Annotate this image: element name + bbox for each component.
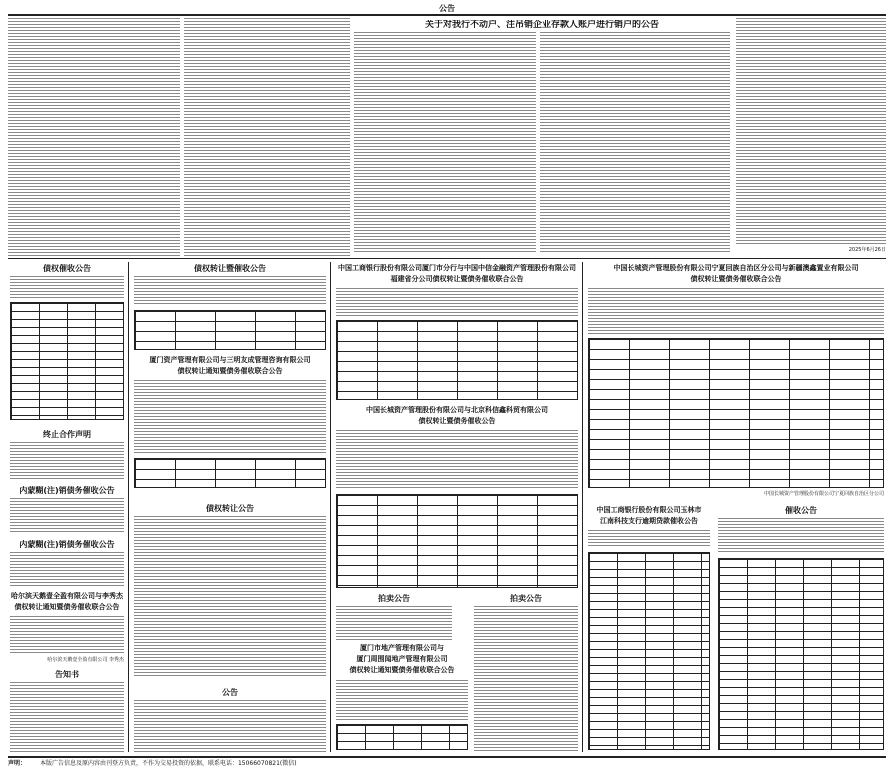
transfer-notice-mid-title: 债权转让公告 [206,504,254,513]
inner-mongolia-body-1 [10,498,124,534]
great-wall-ningxia-title-2: 债权转让暨债务催收联合公告 [690,275,782,283]
auction-panel-2 [472,592,580,752]
xiamen-tiandi-panel [334,642,470,752]
collection-right-title: 催收公告 [785,506,817,515]
xiamen-asset-table [134,458,326,488]
icbc-jiangnan-table [588,552,710,750]
icbc-jiangnan-title-1: 中国工商银行股份有限公司玉林市 [596,506,702,514]
footer-text: 本版广告信息及原内容由刊登方负责，不作为交易投资的依据，联系电话：15066070821(微信) [39,760,297,767]
public-notice-body [134,700,326,752]
auction-body-2 [474,606,578,752]
public-notice-title: 公告 [222,688,238,697]
great-wall-beijing-body [336,430,578,490]
xiamen-asset-panel [132,354,328,494]
top-left-column [8,18,180,256]
harbin-panel [8,590,126,664]
transfer-notice-mid-body [134,516,326,678]
claim-notice-title: 债权催收公告 [43,264,91,273]
collection-right-panel [716,504,886,752]
great-wall-ningxia-body [588,288,884,334]
top-right-column [736,18,886,244]
claim-notice-table [10,302,124,420]
icbc-cinda-panel [334,262,580,402]
notice-letter-title: 告知书 [55,670,79,679]
termination-panel [8,428,126,482]
auction-title-2: 拍卖公告 [510,594,542,603]
transfer-notice-mid-panel [132,500,328,680]
auction-panel-1 [334,592,454,640]
great-wall-ningxia-signature: 中国长城资产管理股份有限公司宁夏回族自治区分公司 [763,491,884,497]
top-center-body-2 [540,32,730,254]
notice-letter-panel [8,668,126,752]
xiamen-asset-title-2: 债权转让通知暨债务催收联合公告 [177,367,283,375]
great-wall-ningxia-table [588,338,884,488]
great-wall-beijing-table [336,494,578,588]
top-center-title: 关于对我行不动户、注吊销企业存款人账户进行销户的公告 [424,20,659,30]
transfer-notice-left-title: 债权转让暨催收公告 [194,264,266,273]
xiamen-tiandi-title-2: 厦门周围闻地产管理有限公司 [356,655,448,663]
termination-body [10,442,124,480]
col-rule-1 [128,262,129,752]
col-rule-3 [582,262,583,752]
page-header [8,4,886,16]
auction-body-1 [336,606,452,640]
top-center-body [354,32,536,254]
icbc-cinda-title-1: 中国工商银行股份有限公司厦门市分行与中国中信金融资产管理股份有限公司 [338,264,576,272]
icbc-cinda-body [336,288,578,316]
page-footer [8,756,886,770]
xiamen-asset-body [134,380,326,454]
top-band-rule [8,258,886,259]
great-wall-ningxia-panel [586,262,886,500]
icbc-jiangnan-body [588,530,710,548]
xiamen-tiandi-body [336,680,468,720]
transfer-notice-left-body [134,276,326,306]
harbin-body [10,616,124,654]
claim-notice-panel [8,262,126,422]
icbc-jiangnan-title-2: 江南科技支行逾期贷款催收公告 [600,517,698,525]
public-notice-panel [132,686,328,752]
harbin-title-1: 哈尔滨天鹅壹全盈有限公司与李秀杰 [11,592,123,600]
xiamen-tiandi-table [336,724,468,750]
icbc-cinda-title-2: 福建省分公司债权转让暨债务催收联合公告 [390,275,524,283]
collection-right-body [718,518,884,554]
footer-label: 声明： [8,760,27,767]
xiamen-tiandi-title-3: 债权转让通知暨债务催收联合公告 [349,666,455,674]
icbc-jiangnan-panel [586,504,712,752]
termination-title: 终止合作声明 [43,430,91,439]
icbc-cinda-table [336,320,578,400]
notice-letter-body [10,682,124,752]
inner-mongolia-title-2: 内蒙糊(注)销债务催收公告 [19,540,115,549]
inner-mongolia-title-1: 内蒙糊(注)销债务催收公告 [19,486,115,495]
collection-right-table [718,558,884,750]
xiamen-tiandi-title-1: 厦门市地产管理有限公司与 [360,644,444,652]
top-column-2 [184,18,350,256]
xiamen-asset-title-1: 厦门资产管理有限公司与三明友成管理咨询有限公司 [149,356,311,364]
great-wall-beijing-panel [334,404,580,590]
transfer-notice-left-panel [132,262,328,352]
auction-title-1: 拍卖公告 [378,594,410,603]
transfer-notice-left-table [134,310,326,350]
great-wall-ningxia-title-1: 中国长城资产管理股份有限公司宁夏回族自治区分公司与新疆澳鑫置业有限公司 [613,264,859,272]
harbin-title-2: 债权转让通知暨债务催收联合公告 [14,603,120,611]
great-wall-beijing-title-1: 中国长城资产管理股份有限公司与北京科信鑫科贸有限公司 [366,406,548,414]
col-rule-2 [330,262,331,752]
page-header-label: 公告 [439,4,455,13]
inner-mongolia-body-2 [10,552,124,586]
claim-notice-body [10,276,124,300]
great-wall-beijing-title-2: 债权转让暨债务催收公告 [418,417,496,425]
top-right-date: 2025年6月26日 [848,247,886,253]
harbin-signature: 哈尔滨天鹅壹全盈有限公司 李秀杰 [47,657,124,663]
inner-mongolia-panel-2 [8,538,126,588]
top-center-notice [352,18,732,256]
inner-mongolia-panel-1 [8,484,126,536]
